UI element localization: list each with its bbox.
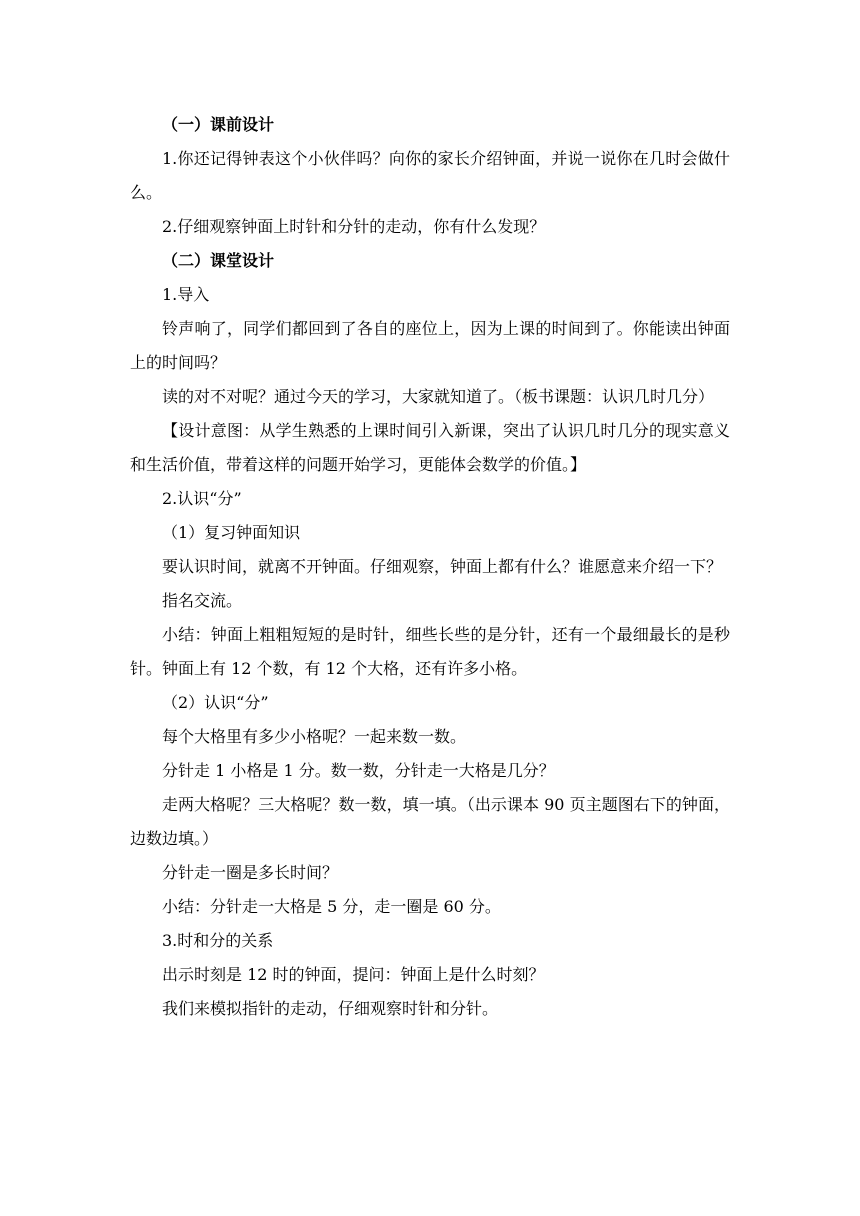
paragraph: （1）复习钟面知识 [162, 523, 301, 542]
paragraph: 走两大格呢？三大格呢？数一数，填一填。（出示课本 90 页主题图右下的钟面，边数边填。） [130, 795, 730, 848]
paragraph: 【设计意图：从学生熟悉的上课时间引入新课，突出了认识几时几分的现实意义和生活价值，带着这样的问题开始学习，更能体会数学的价值。】 [130, 421, 730, 474]
paragraph: 3.时和分的关系 [162, 931, 274, 950]
paragraph: 读的对不对呢？通过今天的学习，大家就知道了。（板书课题：认识几时几分） [162, 387, 715, 406]
paragraph: 1.导入 [162, 285, 210, 304]
paragraph: 铃声响了，同学们都回到了各自的座位上，因为上课的时间到了。你能读出钟面上的时间吗？ [130, 319, 730, 372]
paragraph: 2.认识“分” [162, 489, 242, 508]
paragraph: 我们来模拟指针的走动，仔细观察时针和分针。 [162, 999, 499, 1018]
paragraph: 出示时刻是 12 时的钟面，提问：钟面上是什么时刻？ [162, 965, 545, 984]
paragraph: 分针走 1 小格是 1 分。数一数，分针走一大格是几分？ [162, 761, 555, 780]
paragraph: 分针走一圈是多长时间？ [162, 863, 339, 882]
section-heading-in-class: （二）课堂设计 [162, 251, 275, 270]
document-body [130, 108, 730, 1026]
paragraph: （2）认识“分” [162, 693, 269, 712]
paragraph: 小结：分针走一大格是 5 分，走一圈是 60 分。 [162, 897, 501, 916]
paragraph: 每个大格里有多少小格呢？一起来数一数。 [162, 727, 467, 746]
section-heading-pre-class: （一）课前设计 [162, 115, 275, 134]
paragraph: 1.你还记得钟表这个小伙伴吗？向你的家长介绍钟面，并说一说你在几时会做什么。 [130, 149, 730, 202]
paragraph: 2.仔细观察钟面上时针和分针的走动，你有什么发现？ [162, 217, 546, 236]
paragraph: 指名交流。 [162, 591, 243, 610]
paragraph: 要认识时间，就离不开钟面。仔细观察，钟面上都有什么？谁愿意来介绍一下？ [162, 557, 723, 576]
paragraph: 小结：钟面上粗粗短短的是时针，细些长些的是分针，还有一个最细最长的是秒针。钟面上有 12 个数，有 12 个大格，还有许多小格。 [130, 625, 730, 678]
